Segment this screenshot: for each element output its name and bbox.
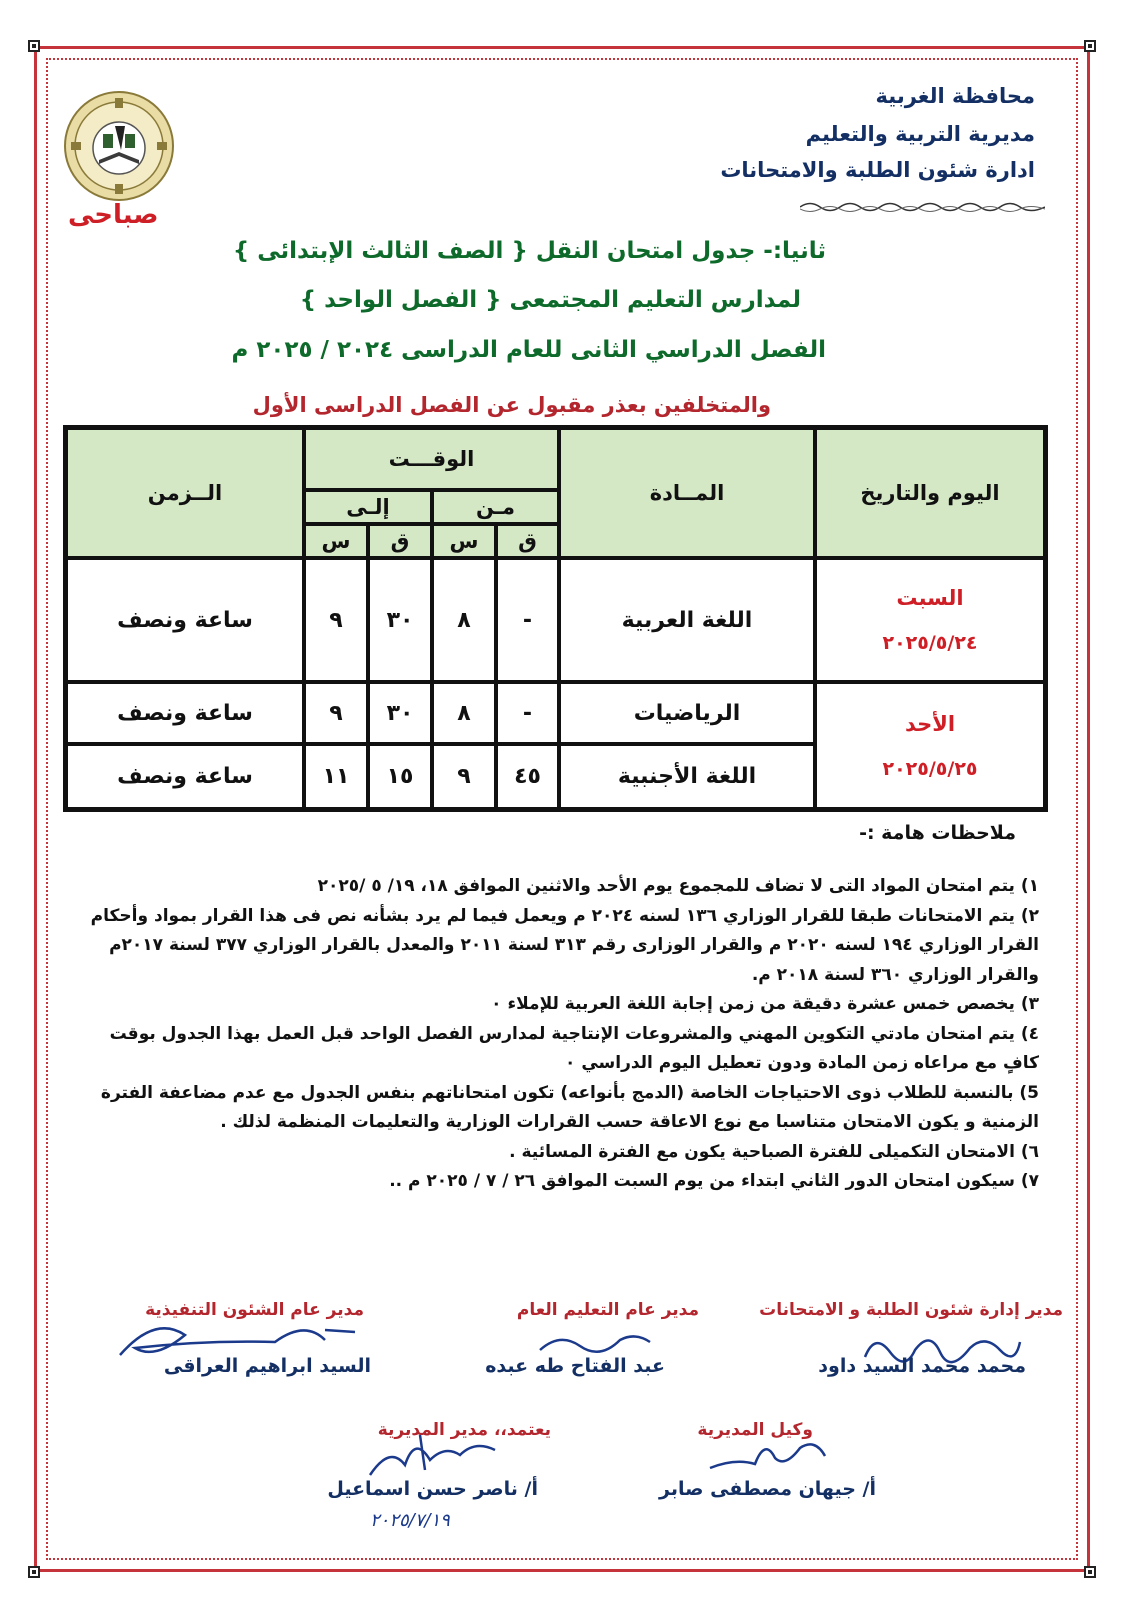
- to-hours-cell: ٩: [304, 558, 368, 682]
- corner-ornament: [1084, 1566, 1096, 1578]
- to-hours-cell: ١١: [304, 744, 368, 809]
- signer-name: السيد ابراهيم العراقى: [163, 1355, 371, 1377]
- corner-ornament: [28, 1566, 40, 1578]
- signer-title: مدير عام التعليم العام: [516, 1300, 699, 1320]
- header-day-date: اليوم والتاريخ: [815, 428, 1045, 558]
- schools-title: لمدارس التعليم المجتمعى { الفصل الواحد }: [299, 287, 801, 313]
- subject-cell: الرياضيات: [559, 682, 815, 744]
- schedule-title: ثانيا:- جدول امتحان النقل { الصف الثالث الإبتدائى }: [232, 238, 826, 264]
- corner-ornament: [28, 40, 40, 52]
- header-to-hours: س: [304, 524, 368, 558]
- signer-title: يعتمد،، مدير المديرية: [377, 1420, 551, 1440]
- header-from: مـن: [432, 490, 559, 524]
- signer-name: محمد محمد السيد داود: [818, 1355, 1026, 1377]
- note-item: ٦) الامتحان التكميلى للفترة الصباحية يكون مع الفترة المسائية .: [509, 1141, 1039, 1162]
- duration-cell: ساعة ونصف: [66, 682, 304, 744]
- signer-name: عبد الفتاح طه عبده: [485, 1355, 665, 1377]
- header-subject: المــادة: [559, 428, 815, 558]
- exam-schedule-table: [63, 425, 1048, 812]
- to-hours-cell: ٩: [304, 682, 368, 744]
- day-name: الأحد: [904, 711, 956, 736]
- from-minutes-cell: -: [496, 682, 559, 744]
- note-item: ٣) يخصص خمس عشرة دقيقة من زمن إجابة اللغة العربية للإملاء ٠: [491, 994, 1039, 1014]
- header-time: الوقـــت: [304, 428, 559, 490]
- signature-icon: [705, 1428, 845, 1483]
- notes-title: ملاحظات هامة :-: [859, 822, 1016, 844]
- day-cell: [815, 682, 1045, 809]
- header-from-hours: س: [432, 524, 496, 558]
- from-hours-cell: ٨: [432, 682, 496, 744]
- subject-cell: اللغة الأجنبية: [559, 744, 815, 809]
- signer-title: مدير إدارة شئون الطلبة و الامتحانات: [759, 1300, 1063, 1320]
- directorate-name: مديرية التربية والتعليم: [805, 122, 1035, 146]
- to-minutes-cell: ٣٠: [368, 682, 432, 744]
- department-name: ادارة شئون الطلبة والامتحانات: [720, 158, 1035, 182]
- duration-cell: ساعة ونصف: [66, 558, 304, 682]
- note-item: ٧) سيكون امتحان الدور الثاني ابتداء من يوم السبت الموافق ٢٦ / ٧ / ٢٠٢٥ م ..: [389, 1171, 1039, 1191]
- header-to: إلـى: [304, 490, 432, 524]
- signer-name: أ/ ناصر حسن اسماعيل: [327, 1478, 538, 1500]
- header-to-minutes: ق: [368, 524, 432, 558]
- from-minutes-cell: ٤٥: [496, 744, 559, 809]
- day-cell: [815, 558, 1045, 682]
- directorate-logo-icon: [63, 90, 175, 202]
- from-hours-cell: ٨: [432, 558, 496, 682]
- shift-label: صباحى: [68, 200, 159, 230]
- note-item: ١) يتم امتحان المواد التى لا تضاف للمجموع يوم الأحد والاثنين الموافق ١٨، ١٩/ ٥ /٢٠٢٥: [317, 876, 1039, 896]
- term-title: الفصل الدراسي الثانى للعام الدراسى ٢٠٢٤ / ٢٠٢٥ م: [231, 337, 826, 363]
- to-minutes-cell: ٣٠: [368, 558, 432, 682]
- from-minutes-cell: -: [496, 558, 559, 682]
- signer-name: أ/ جيهان مصطفى صابر: [659, 1478, 876, 1500]
- day-date: ٢٠٢٥/٥/٢٤: [882, 632, 978, 654]
- day-name: السبت: [896, 586, 964, 610]
- to-minutes-cell: ١٥: [368, 744, 432, 809]
- signature-icon: [360, 1425, 510, 1485]
- subject-cell: اللغة العربية: [559, 558, 815, 682]
- from-hours-cell: ٩: [432, 744, 496, 809]
- corner-ornament: [1084, 40, 1096, 52]
- note-item: 5) بالنسبة للطلاب ذوى الاحتياجات الخاصة (الدمج بأنواعه) تكون امتحاناتهم بنفس الجدول مع عدم مضاعفة الفترة الزمنية و يكون الامتحان متناسبا مع نوع الاعاقة حسب القرارات الوزارية والتعليمات المنظمة لذلك .: [100, 1082, 1039, 1132]
- note-item: ٢) يتم الامتحانات طبقا للقرار الوزاري ١٣٦ لسنه ٢٠٢٤ م ويعمل فيما لم يرد بشأنه نص فى هذا القرار بمواد وأحكام القرار الوزاري ١٩٤ لسنه ٢٠٢٠ م والقرار الوزارى رقم ٣١٣ لسنة ٢٠١١ والمعدل بالقرار الوزاري ٣٧٧ لسنة ٢٠١٧م والقرار الوزاري ٣٦٠ لسنة ٢٠١٨ م.: [90, 905, 1039, 985]
- header-duration: الــزمن: [66, 428, 304, 558]
- header-from-minutes: ق: [496, 524, 559, 558]
- approval-date: ٢٠٢٥/٧/١٩: [370, 1510, 450, 1531]
- ornament-divider: [800, 200, 1045, 214]
- note-item: ٤) يتم امتحان مادتي التكوين المهني والمشروعات الإنتاجية لمدارس الفصل الواحد قبل العمل بهذا الجدول بوقت كافٍ مع مراعاه زمن المادة ودون تعطيل اليوم الدراسي ٠: [109, 1023, 1039, 1073]
- signer-title: مدير عام الشئون التنفيذية: [145, 1300, 364, 1320]
- duration-cell: ساعة ونصف: [66, 744, 304, 809]
- signer-title: وكيل المديرية: [697, 1420, 813, 1440]
- day-date: ٢٠٢٥/٥/٢٥: [882, 757, 978, 780]
- notes-list: [79, 872, 1039, 1197]
- governorate-name: محافظة الغربية: [875, 84, 1035, 108]
- absentees-subtitle: والمتخلفين بعذر مقبول عن الفصل الدراسى الأول: [252, 393, 771, 417]
